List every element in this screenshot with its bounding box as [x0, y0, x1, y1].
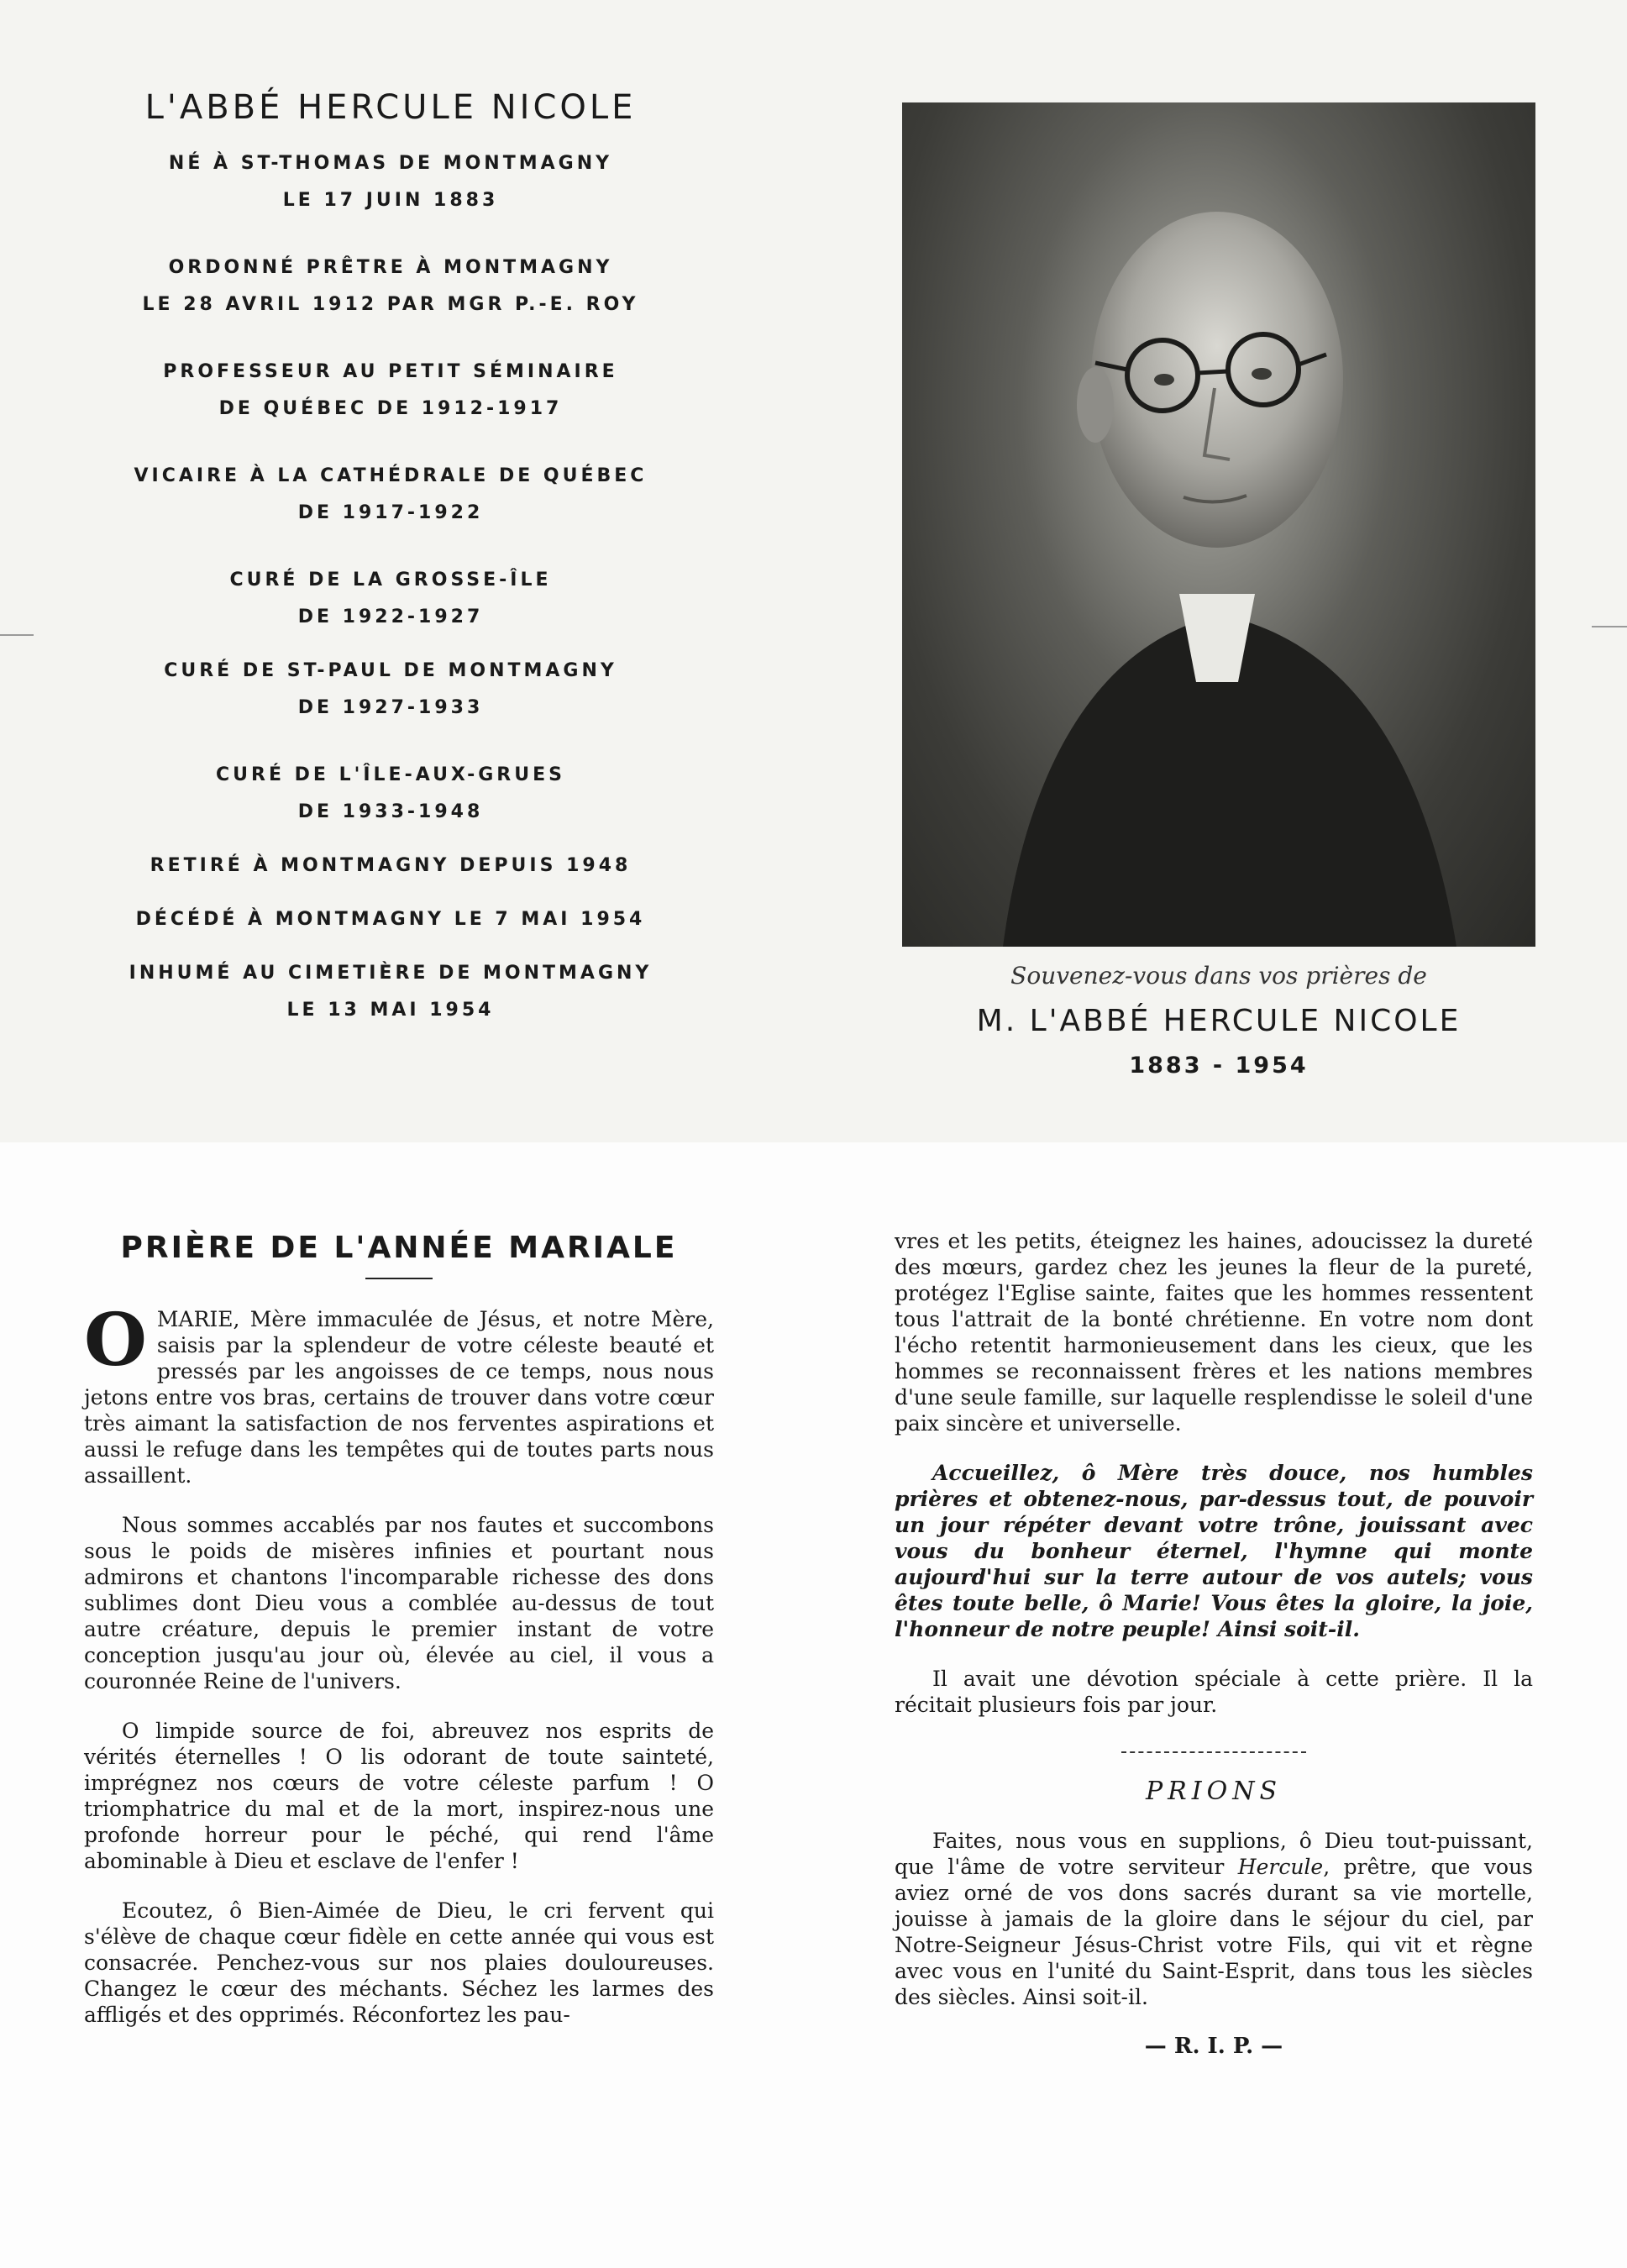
bio-ile-aux-grues	[46, 757, 735, 831]
bio-line: DÉCÉDÉ À MONTMAGNY LE 7 MAI 1954	[135, 909, 646, 930]
bio-line: PROFESSEUR AU PETIT SÉMINAIRE	[163, 361, 618, 382]
bio-line: CURÉ DE LA GROSSE-ÎLE	[229, 570, 552, 591]
prions-title: PRIONS	[1145, 1777, 1283, 1806]
bio-vicar	[46, 458, 735, 532]
bio-title: L'ABBÉ HERCULE NICOLE	[144, 88, 637, 127]
prayer-left-column	[84, 1231, 714, 2051]
bio-line: CURÉ DE ST-PAUL DE MONTMAGNY	[164, 660, 617, 681]
prayer-paragraph	[84, 1298, 714, 1488]
drop-cap: O	[84, 1298, 147, 1383]
bio-line: LE 17 JUIN 1883	[282, 190, 499, 211]
portrait-caption: Souvenez-vous dans vos prières de	[1010, 962, 1427, 990]
prayer-paragraph: vres et les petits, éteignez les haines, adoucissez la dureté des mœurs, gardez chez les jeunes la fleur de la pureté, protégez l'Eglise sainte, faites que les hommes ressentent tous l'attrait de la bonté chrétienne. En votre nom dont l'écho retentit harmonieusement dans les cieux, que les hommes se reconnaissent frères et les nations membres d'une seule famille, sur laquelle resplendisse le soleil d'une paix sincère et universelle.	[895, 1229, 1533, 1436]
bio-line: LE 13 MAI 1954	[286, 1000, 495, 1021]
section-divider	[1121, 1751, 1306, 1753]
bio-birth	[46, 145, 735, 219]
bio-line: CURÉ DE L'ÎLE-AUX-GRUES	[216, 764, 565, 785]
portrait-photo	[902, 102, 1535, 947]
bio-line: DE 1917-1922	[297, 502, 484, 523]
bio-death	[46, 901, 735, 938]
devotion-note: Il avait une dévotion spéciale à cette prière. Il la récitait plusieurs fois par jour.	[895, 1667, 1533, 1717]
prayer-closing: Accueillez, ô Mère très douce, nos humbles prières et obtenez-nous, par-dessus tout, de pouvoir un jour répéter devant votre trône, jouissant avec vous du bonheur éternel, l'hymne qui monte aujourd'hui sur la terre autour de vos autels; vous êtes toute belle, ô Marie! Vous êtes la gloire, la joie, l'honneur de notre peuple! Ainsi soit-il.	[895, 1461, 1533, 1641]
bio-line: ORDONNÉ PRÊTRE À MONTMAGNY	[168, 257, 613, 278]
prayer-paragraph: Nous sommes accablés par nos fautes et succombons sous le poids de misères infinies et pourtant nous admirons et chantons l'incomparable richesse des dons sublimes dont Dieu vous a comblée au-dessus de tout autre créature, depuis le premier instant de votre conception jusqu'au jour où, élevée au ciel, il vous a couronnée Reine de l'univers.	[84, 1513, 714, 1693]
biography	[46, 88, 735, 1059]
bio-line: INHUMÉ AU CIMETIÈRE DE MONTMAGNY	[129, 963, 653, 984]
priest-portrait-image	[902, 102, 1535, 947]
bio-professor	[46, 354, 735, 428]
bio-line: LE 28 AVRIL 1912 PAR MGR P.-E. ROY	[142, 294, 639, 315]
bio-line: VICAIRE À LA CATHÉDRALE DE QUÉBEC	[134, 465, 648, 486]
fold-mark-left	[0, 634, 34, 636]
prions-name: Hercule	[1237, 1855, 1324, 1879]
prayer-right-column	[895, 1228, 1533, 2060]
prions-text	[895, 1828, 1533, 2010]
prions-text-start: Faites, nous vous en supplions, ô Dieu tout-puissant, que l'âme de votre serviteur	[895, 1829, 1533, 1879]
prayer-paragraph-text: MARIE, Mère immaculée de Jésus, et notre Mère, saisis par la splendeur de votre céleste beauté et pressés par les angoisses de ce temps, nous nous jetons entre vos bras, certains de trouver dans votre cœur très aimant la satisfaction de nos ferventes aspirations et aussi le refuge dans les tempêtes qui de toutes parts nous assaillent.	[84, 1307, 714, 1488]
prayer-paragraph: O limpide source de foi, abreuvez nos esprits de vérités éternelles ! O lis odorant de toute sainteté, imprégnez nos cœurs de votre céleste parfum ! O triomphatrice du mal et de la mort, inspirez-nous une profonde horreur pour le péché, qui rend l'âme abominable à Dieu et esclave de l'enfer !	[84, 1719, 714, 1873]
bio-line: NÉ À ST-THOMAS DE MONTMAGNY	[168, 153, 613, 174]
title-rule	[365, 1278, 433, 1279]
bio-burial	[46, 955, 735, 1029]
bio-line: RETIRÉ À MONTMAGNY DEPUIS 1948	[150, 855, 632, 876]
portrait-dates: 1883 - 1954	[1129, 1053, 1309, 1079]
bio-line: DE 1933-1948	[297, 801, 484, 822]
bio-line: DE 1922-1927	[297, 606, 484, 627]
bio-line: DE 1927-1933	[297, 697, 484, 718]
bio-line: DE QUÉBEC DE 1912-1917	[218, 398, 563, 419]
bio-grosse-ile	[46, 562, 735, 636]
bio-ordination	[46, 249, 735, 323]
portrait-name: M. L'ABBÉ HERCULE NICOLE	[976, 1004, 1462, 1038]
prayer-paragraph: Ecoutez, ô Bien-Aimée de Dieu, le cri fervent qui s'élève de chaque cœur fidèle en cette année qui vous est consacrée. Penchez-vous sur nos plaies douloureuses. Changez le cœur des méchants. Séchez les larmes des affligés et des opprimés. Réconfortez les pau-	[84, 1898, 714, 2027]
rip: — R. I. P. —	[1144, 2034, 1283, 2059]
prions-text-end: , prêtre, que vous aviez orné de vos dons sacrés durant sa vie mortelle, jouisse à jamais de la gloire dans le séjour du ciel, par Notre-Seigneur Jésus-Christ votre Fils, qui vit et règne avec vous en l'unité du Saint-Esprit, dans tous les siècles des siècles. Ainsi soit-il.	[895, 1855, 1533, 2009]
bio-st-paul	[46, 653, 735, 727]
bio-retired	[46, 848, 735, 885]
fold-mark-right	[1592, 626, 1627, 627]
prayer-title: PRIÈRE DE L'ANNÉE MARIALE	[120, 1231, 678, 1265]
